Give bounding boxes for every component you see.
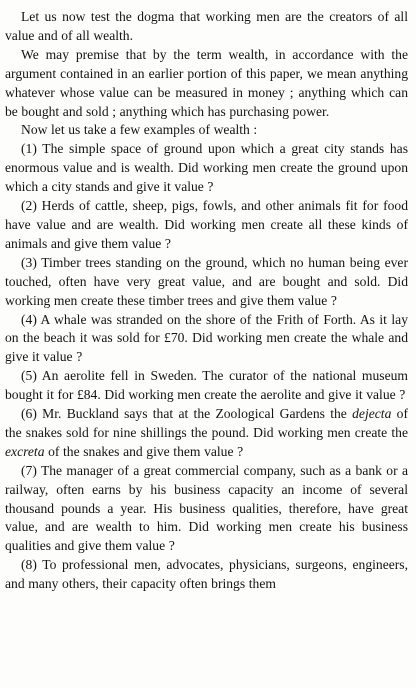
italic-term-dejecta: dejecta — [352, 406, 392, 422]
paragraph-example-1: (1) The simple space of ground upon which a great city stands has enormous value and is wealth. Did working men create the ground upon which a city stands and give it value ? — [5, 141, 408, 195]
paragraph-example-8: (8) To professional men, advocates, physicians, surgeons, engineers, and many others, their capacity often brings them — [5, 557, 408, 592]
paragraph-example-6-part-2: of the snakes sold for nine shillings the pound. Did working men create the — [5, 406, 408, 440]
paragraph-example-5: (5) An aerolite fell in Sweden. The curator of the national museum bought it for £84. Did working men create the aerolite and give it value ? — [5, 368, 408, 403]
paragraph-examples-lead: Now let us take a few examples of wealth : — [21, 122, 258, 138]
paragraph-example-3: (3) Timber trees standing on the ground, which no human being ever touched, often have very great value, and are bought and sold. Did working men create these timber trees and give them value ? — [5, 254, 408, 308]
paragraph-intro: Let us now test the dogma that working men are the creators of all value and of all wealth. — [5, 9, 408, 43]
paragraph-example-4: (4) A whale was stranded on the shore of the Frith of Forth. As it lay on the beach it was sold for £70. Did working men create the whale and give it value ? — [5, 311, 408, 365]
italic-term-excreta: excreta — [5, 443, 45, 459]
paragraph-example-6-part-3: of the snakes and give them value ? — [44, 443, 244, 459]
paragraph-example-6 — [5, 405, 408, 462]
paragraph-premise: We may premise that by the term wealth, in accordance with the argument contained in an earlier portion of this paper, we mean anything whatever whose value can be measured in money ; anything which can be bought and sold ; anything which has purchasing power. — [5, 46, 408, 119]
document-body — [5, 8, 408, 594]
paragraph-example-2: (2) Herds of cattle, sheep, pigs, fowls, and other animals fit for food have value and are wealth. Did working men create all these kinds of animals and give them value ? — [5, 198, 408, 251]
paragraph-example-7: (7) The manager of a great commercial company, such as a bank or a railway, often earns by his business capacity an income of several thousand pounds a year. His business qualities, therefore, have great value, and are wealth to him. Did working men create his business qualities and give them value ? — [5, 462, 408, 554]
paragraph-example-6-part-1: (6) Mr. Buckland says that at the Zoological Gardens the — [21, 406, 353, 422]
